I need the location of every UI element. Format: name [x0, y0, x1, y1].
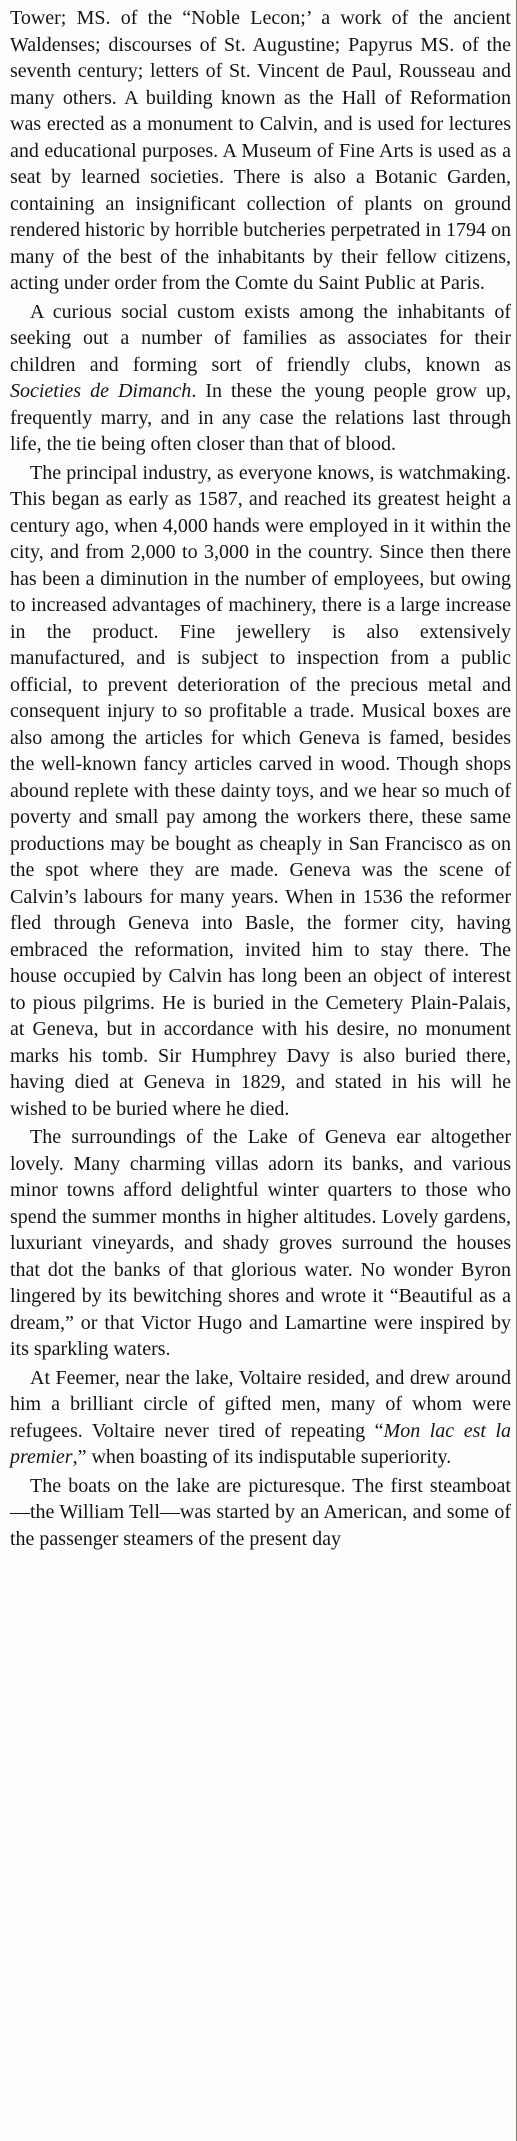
- paragraph-5-text-a: At Feemer, near the lake, Voltaire resided, and drew around him a brilliant circle of gifted men, many of whom were refugees. Voltaire never tired of repeating “: [10, 1366, 511, 1442]
- paragraph-1-text: Tower; MS. of the “Noble Lecon;’ a work of the ancient Waldenses; discourses of St. Augustine; Papyrus MS. of the seventh century; letters of St. Vincent de Paul, Rousseau and many others. A building known as the Hall of Reformation was erected as a monument to Calvin, and is used for lectures and educational purposes. A Museum of Fine Arts is used as a seat by learned societies. There is also a Botanic Garden, containing an insignificant collection of plants on ground rendered historic by horrible butcheries perpetrated in 1794 on many of the best of the inhabitants by their fellow citizens, acting under order from the Comte du Saint Public at Paris.: [10, 7, 511, 294]
- paragraph-2-text-b: . In these the young people grow up, frequently marry, and in any case the relations last through life, the tie being often closer than that of blood.: [10, 380, 511, 455]
- paragraph-5: [10, 1365, 511, 1471]
- paragraph-4-text: The surroundings of the Lake of Geneva ear altogether lovely. Many charming villas adorn its banks, and various minor towns afford delightful winter quarters to those who spend the summer months in higher altitudes. Lovely gardens, luxuriant vineyards, and shady groves surround the houses that dot the banks of that glorious water. No wonder Byron lingered by its bewitching shores and wrote it “Beautiful as a dream,” or that Victor Hugo and Lamartine were inspired by its sparkling waters.: [10, 1126, 511, 1360]
- paragraph-2-italic-term: Societies de Dimanch: [10, 380, 192, 402]
- paragraph-4: [10, 1124, 511, 1363]
- paragraph-6-text: The boats on the lake are picturesque. The first steamboat—the William Tell—was started by an American, and some of the passenger steamers of the present day: [10, 1474, 511, 1550]
- paragraph-5-text-b: ,” when boasting of its indisputable superiority.: [72, 1446, 452, 1468]
- paragraph-2-text-a: A curious social custom exists among the inhabitants of seeking out a number of families as associates for their children and forming sort of friendly clubs, known as: [10, 300, 511, 376]
- paragraph-2: [10, 299, 511, 458]
- paragraph-3-text: The principal industry, as everyone knows, is watchmaking. This began as early as 1587, and reached its greatest height a century ago, when 4,000 hands were employed in it within the city, and from 2,000 to 3,000 in the country. Since then there has been a diminution in the number of employees, but owing to increased advantages of machinery, there is a large increase in the product. Fine jewellery is also extensively manufactured, and is subject to inspection from a public official, to prevent deterioration of the precious metal and consequent injury to so profitable a trade. Musical boxes are also among the articles for which Geneva is famed, besides the well-known fancy articles carved in wood. Though shops abound replete with these dainty toys, and we hear so much of poverty and small pay among the workers there, these same productions may be bought as cheaply in San Francisco as on the spot where they are made. Geneva was the scene of Calvin’s labours for many years. When in 1536 the reformer fled through Geneva into Basle, the former city, having embraced the reformation, invited him to stay there. The house occupied by Calvin has long been an object of interest to pious pilgrims. He is buried in the Cemetery Plain-Palais, at Geneva, but in accordance with his desire, no monument marks his tomb. Sir Humphrey Davy is also buried there, having died at Geneva in 1829, and stated in his will he wished to be buried where he died.: [10, 461, 511, 1120]
- paragraph-6: [10, 1473, 511, 1553]
- paragraph-3: [10, 460, 511, 1123]
- paragraph-1: [10, 5, 511, 297]
- paragraph-5-italic-quote: Mon lac est la premier: [10, 1419, 511, 1468]
